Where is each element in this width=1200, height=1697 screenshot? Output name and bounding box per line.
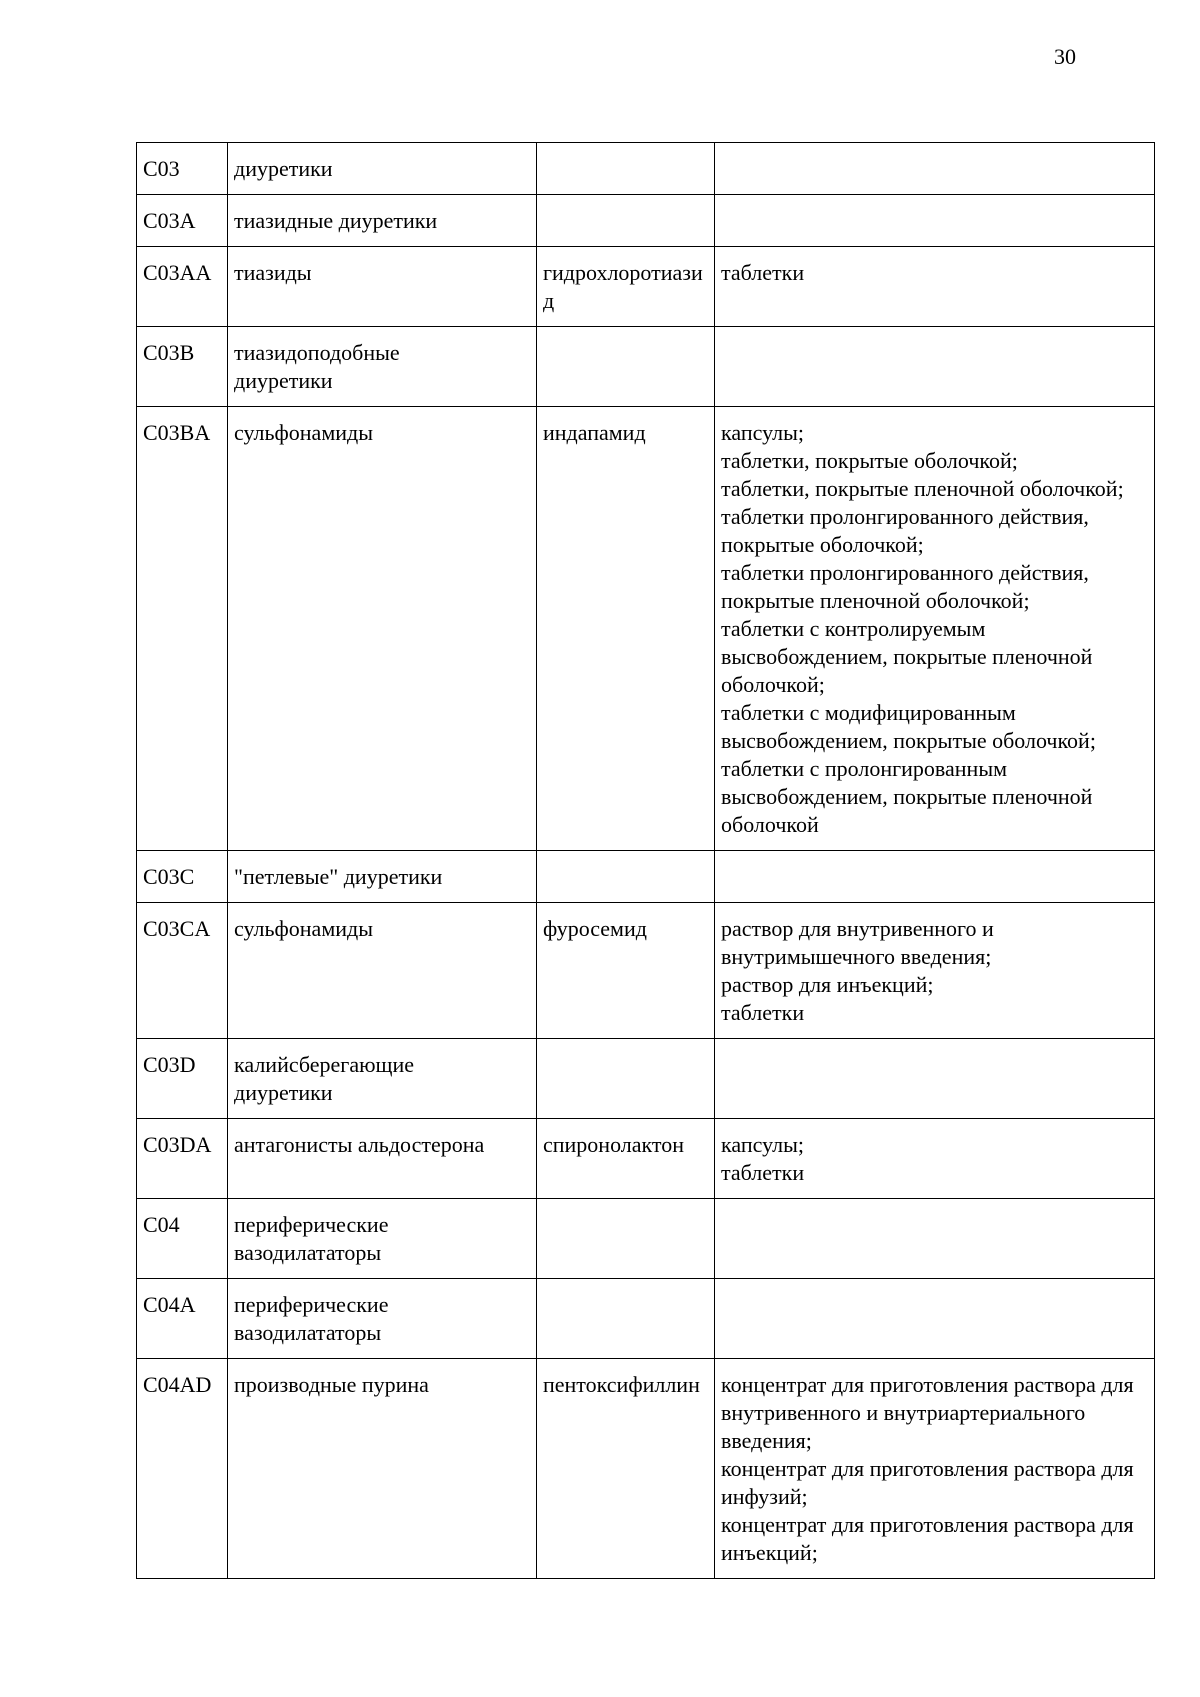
drug-name-cell: индапамид (537, 407, 715, 851)
table-row (137, 327, 1155, 407)
dosage-form-cell: раствор для внутривенного и внутримышечного введения; раствор для инъекций; таблетки (715, 903, 1155, 1039)
group-name-cell: производные пурина (228, 1359, 537, 1579)
dosage-form-cell (715, 195, 1155, 247)
table-row (137, 1279, 1155, 1359)
group-name-cell: тиазидоподобные диуретики (228, 327, 537, 407)
drug-name-cell (537, 1039, 715, 1119)
dosage-form-cell (715, 1199, 1155, 1279)
table-row (137, 851, 1155, 903)
table-row (137, 1119, 1155, 1199)
dosage-form-cell (715, 1039, 1155, 1119)
group-name-cell: периферические вазодилататоры (228, 1279, 537, 1359)
group-name-cell: тиазиды (228, 247, 537, 327)
drug-name-cell (537, 143, 715, 195)
dosage-form-cell: капсулы; таблетки, покрытые оболочкой; таблетки, покрытые пленочной оболочкой; таблетки пролонгированного действия, покрытые оболочкой; таблетки пролонгированного действия, покрытые пленочной оболочкой; таблетки с контролируемым высвобождением, покрытые пленочной оболочкой; таблетки с модифицированным высвобождением, покрытые оболочкой; таблетки с пролонгированным высвобождением, покрытые пленочной оболочкой (715, 407, 1155, 851)
atc-code-cell: C04A (137, 1279, 228, 1359)
table-row (137, 247, 1155, 327)
drug-name-cell (537, 1279, 715, 1359)
table-row (137, 1359, 1155, 1579)
dosage-form-cell (715, 851, 1155, 903)
drug-name-cell: пентоксифиллин (537, 1359, 715, 1579)
page-number: 30 (1054, 44, 1076, 69)
atc-code-cell: C03B (137, 327, 228, 407)
dosage-form-cell (715, 143, 1155, 195)
dosage-form-cell: капсулы; таблетки (715, 1119, 1155, 1199)
table-row (137, 143, 1155, 195)
table-row (137, 903, 1155, 1039)
atc-code-cell: C04 (137, 1199, 228, 1279)
atc-code-cell: C03BA (137, 407, 228, 851)
group-name-cell: калийсберегающие диуретики (228, 1039, 537, 1119)
atc-code-cell: C03AA (137, 247, 228, 327)
drug-name-cell (537, 327, 715, 407)
group-name-cell: антагонисты альдостерона (228, 1119, 537, 1199)
atc-code-cell: C04AD (137, 1359, 228, 1579)
table-row (137, 195, 1155, 247)
atc-code-cell: C03D (137, 1039, 228, 1119)
atc-code-cell: C03A (137, 195, 228, 247)
dosage-form-cell: таблетки (715, 247, 1155, 327)
atc-code-cell: C03C (137, 851, 228, 903)
dosage-form-cell (715, 327, 1155, 407)
drug-name-cell: гидрохлоротиазид (537, 247, 715, 327)
atc-code-cell: C03DA (137, 1119, 228, 1199)
table-row (137, 1199, 1155, 1279)
drug-name-cell: спиронолактон (537, 1119, 715, 1199)
drug-name-cell (537, 851, 715, 903)
group-name-cell: сульфонамиды (228, 903, 537, 1039)
drug-name-cell (537, 1199, 715, 1279)
group-name-cell: диуретики (228, 143, 537, 195)
table-row (137, 1039, 1155, 1119)
atc-code-cell: C03 (137, 143, 228, 195)
group-name-cell: тиазидные диуретики (228, 195, 537, 247)
group-name-cell: сульфонамиды (228, 407, 537, 851)
group-name-cell: "петлевые" диуретики (228, 851, 537, 903)
drug-name-cell: фуросемид (537, 903, 715, 1039)
table-row (137, 407, 1155, 851)
group-name-cell: периферические вазодилататоры (228, 1199, 537, 1279)
dosage-form-cell (715, 1279, 1155, 1359)
dosage-form-cell: концентрат для приготовления раствора для внутривенного и внутриартериального введения; концентрат для приготовления раствора для инфузий; концентрат для приготовления раствора для инъекций; (715, 1359, 1155, 1579)
drug-name-cell (537, 195, 715, 247)
drug-table (136, 142, 1155, 1579)
atc-code-cell: C03CA (137, 903, 228, 1039)
